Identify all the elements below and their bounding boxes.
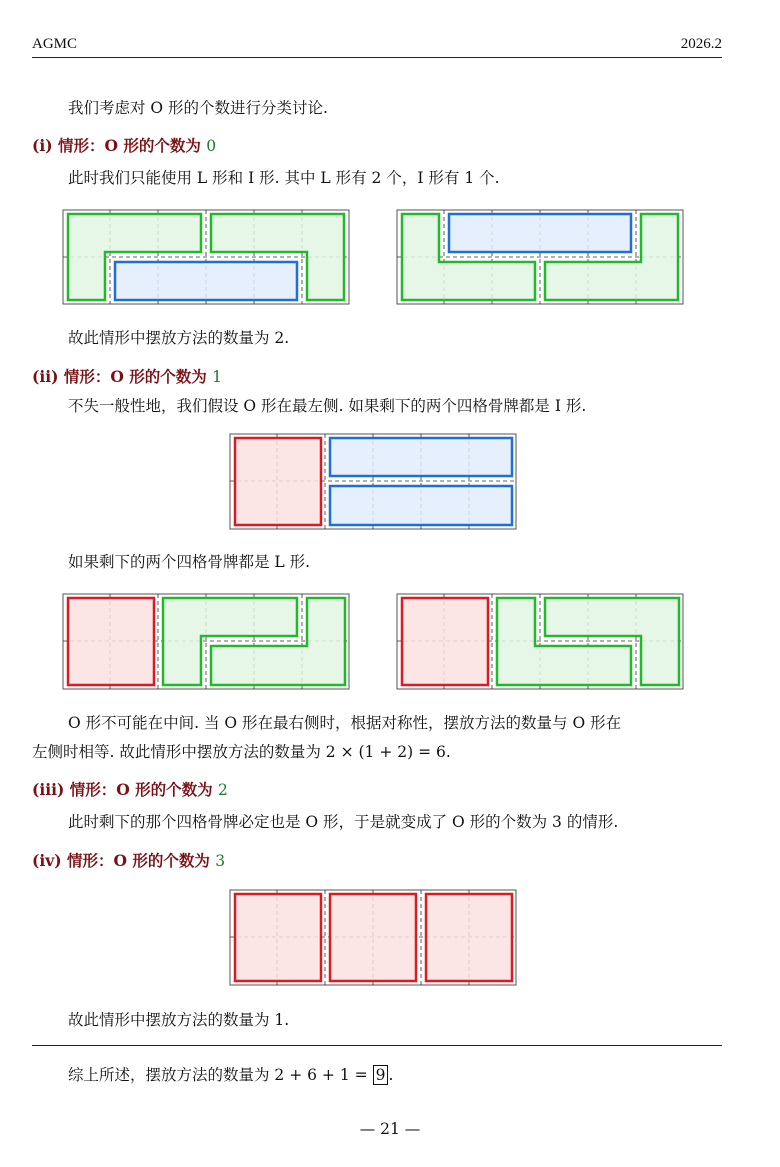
case2-text2: 如果剩下的两个四格骨牌都是 L 形. [68, 553, 311, 571]
case1-heading [32, 134, 216, 156]
case2-figure-l-a [62, 593, 350, 690]
case1-label: (i) 情形：O 形的个数为 [32, 136, 201, 155]
case4-figure [229, 889, 517, 986]
case1-figure-b [396, 209, 684, 305]
case2-text3b: 左侧时相等. 故此情形中摆放方法的数量为 2 × (1 + 2) = 6. [32, 743, 451, 761]
case2-label: (ii) 情形：O 形的个数为 [32, 367, 207, 386]
case3-text: 此时剩下的那个四格骨牌必定也是 O 形，于是就变成了 O 形的个数为 3 的情形. [68, 813, 619, 831]
summary-rule [32, 1045, 722, 1046]
header-right: 2026.2 [680, 36, 722, 52]
summary-answer: 9 [373, 1065, 389, 1085]
case1-result: 故此情形中摆放方法的数量为 2. [68, 329, 290, 347]
case2-figure-i [229, 433, 517, 530]
case2-count: 1 [212, 368, 223, 386]
summary-text: 综上所述，摆放方法的数量为 2 + 6 + 1 = [68, 1066, 368, 1084]
header-left: AGMC [32, 36, 78, 52]
case3-label: (iii) 情形：O 形的个数为 [32, 780, 213, 799]
case2-text3a: O 形不可能在中间. 当 O 形在最右侧时，根据对称性，摆放方法的数量与 O 形在 [68, 714, 622, 732]
page-number: — 21 — [359, 1120, 421, 1138]
case3-heading [32, 778, 228, 800]
case1-figure-a [62, 209, 350, 305]
header-rule [32, 57, 722, 58]
case3-count: 2 [218, 781, 228, 799]
summary-end: . [388, 1066, 394, 1084]
intro-text: 我们考虑对 O 形的个数进行分类讨论. [68, 99, 328, 117]
case4-result: 故此情形中摆放方法的数量为 1. [68, 1011, 290, 1029]
summary [68, 1064, 393, 1086]
case2-heading [32, 365, 222, 387]
case1-count: 0 [206, 137, 217, 155]
case4-heading [32, 849, 225, 871]
case2-text1: 不失一般性地，我们假设 O 形在最左侧. 如果剩下的两个四格骨牌都是 I 形. [68, 397, 587, 415]
case4-count: 3 [215, 852, 226, 870]
case1-text: 此时我们只能使用 L 形和 I 形. 其中 L 形有 2 个，I 形有 1 个. [68, 169, 500, 187]
case4-label: (iv) 情形：O 形的个数为 [32, 851, 210, 870]
case2-figure-l-b [396, 593, 684, 690]
